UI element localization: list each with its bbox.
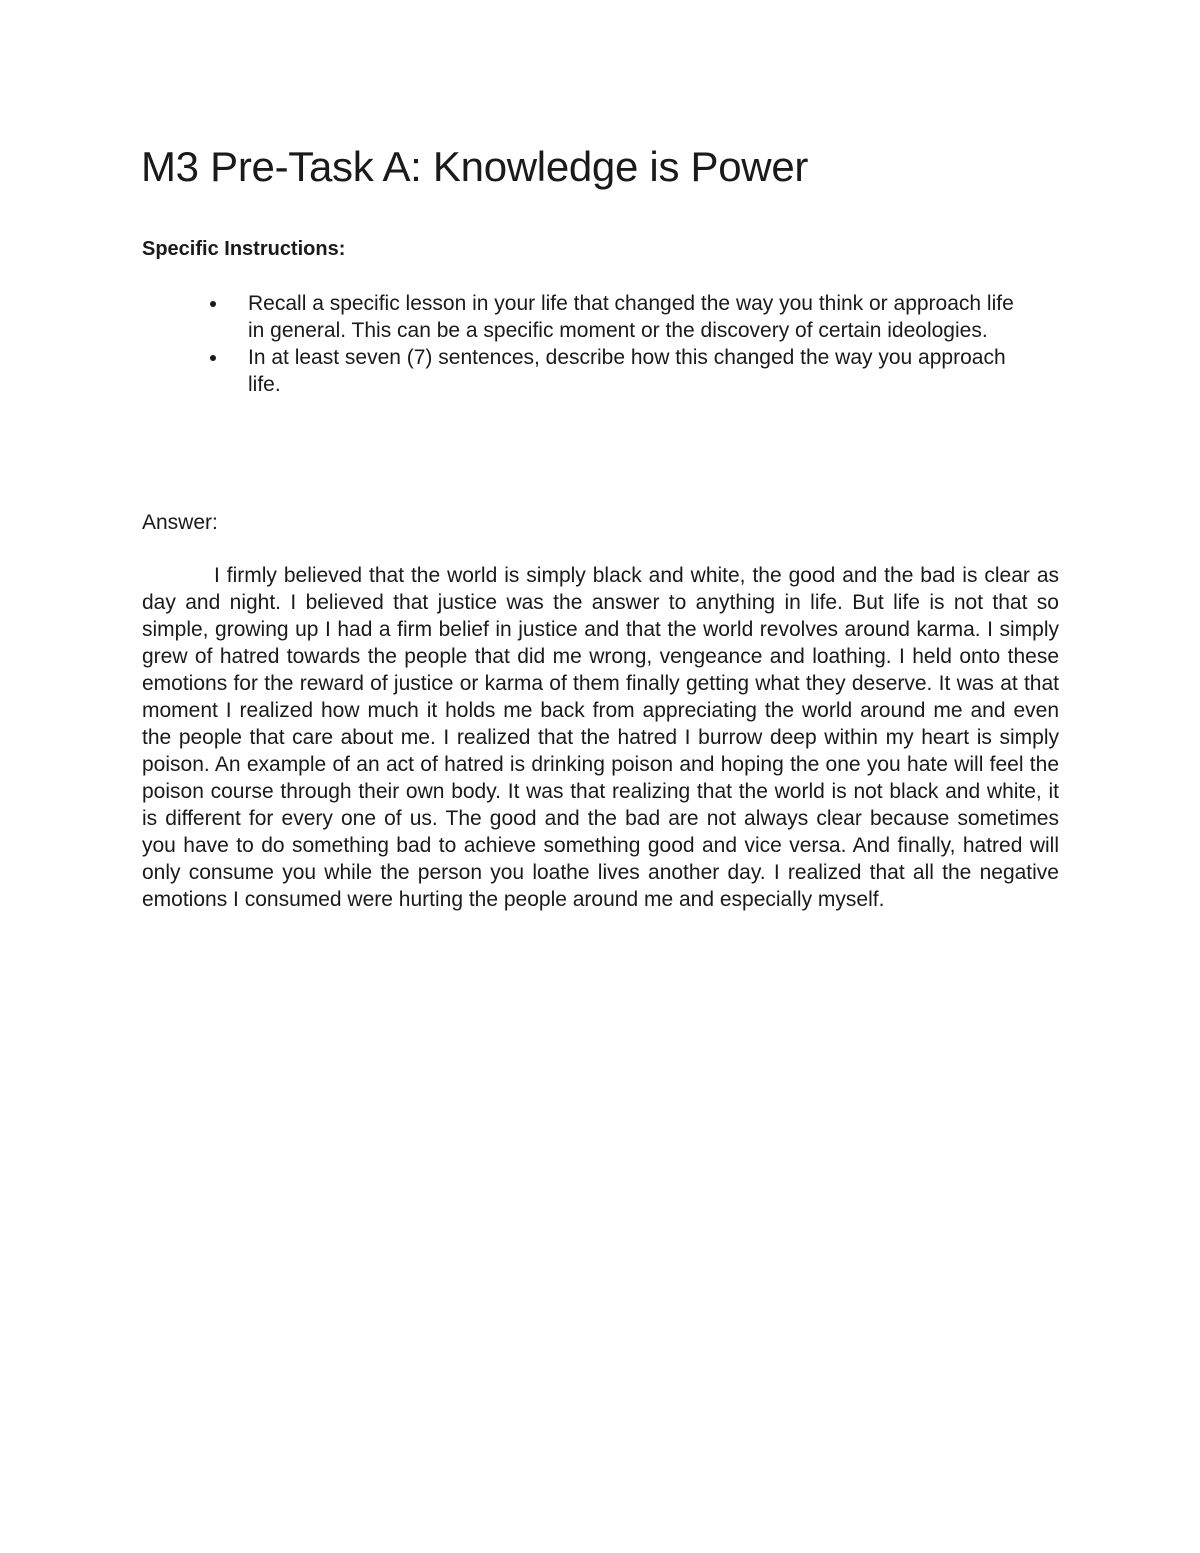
- instructions-heading: Specific Instructions:: [142, 238, 346, 260]
- instruction-item: [200, 290, 1020, 344]
- document-title: M3 Pre-Task A: Knowledge is Power: [141, 143, 809, 190]
- bullet-icon: [210, 301, 216, 307]
- answer-paragraph: I firmly believed that the world is simply black and white, the good and the bad is clear as day and night. I believed that justice was the answer to anything in life. But life is not that so simple, growing up I had a firm belief in justice and that the world revolves around karma. I simply grew of hatred towards the people that did me wrong, vengeance and loathing. I held onto these emotions for the reward of justice or karma of them finally getting what they deserve. It was at that moment I realized how much it holds me back from appreciating the world around me and even the people that care about me. I realized that the hatred I burrow deep within my heart is simply poison. An example of an act of hatred is drinking poison and hoping the one you hate will feel the poison course through their own body. It was that realizing that the world is not black and white, it is different for every one of us. The good and the bad are not always clear because sometimes you have to do something bad to achieve something good and vice versa. And finally, hatred will only consume you while the person you loathe lives another day. I realized that all the negative emotions I consumed were hurting the people around me and especially myself.: [142, 564, 1059, 911]
- instructions-list: [200, 290, 1020, 398]
- instruction-text: In at least seven (7) sentences, describe how this changed the way you approach life.: [248, 346, 1006, 396]
- bullet-icon: [210, 355, 216, 361]
- instruction-text: Recall a specific lesson in your life that changed the way you think or approach life in general. This can be a specific moment or the discovery of certain ideologies.: [248, 292, 1014, 342]
- instruction-item: [200, 344, 1020, 398]
- answer-label: Answer:: [142, 511, 218, 534]
